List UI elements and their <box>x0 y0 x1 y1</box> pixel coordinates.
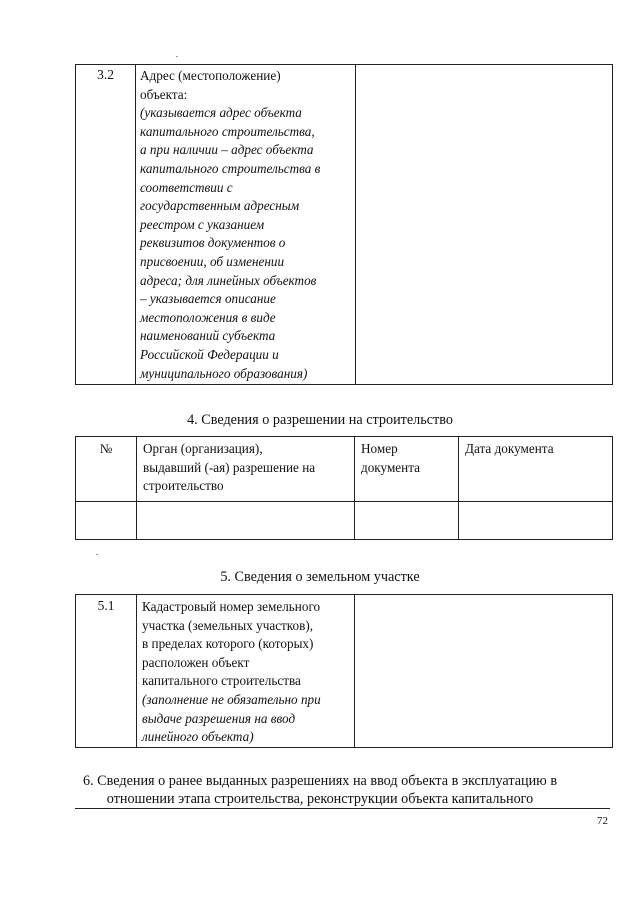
address-note-line: капитального строительства, <box>140 123 315 139</box>
row-number <box>76 595 137 748</box>
table-row <box>76 65 613 385</box>
table-row <box>76 595 613 748</box>
column-header-doc-date <box>459 437 613 502</box>
address-note-line: а при наличии – адрес объекта <box>140 142 314 158</box>
address-note-line: государственным адресным <box>140 198 300 214</box>
column-header-text: Дата документа <box>465 441 554 456</box>
address-note-line: местоположения в виде <box>140 309 276 325</box>
column-header-text: № <box>99 441 113 456</box>
column-header-authority <box>137 437 355 502</box>
column-header-doc-number <box>355 437 459 502</box>
address-note-line: соответствии с <box>140 179 233 195</box>
column-header-number <box>76 437 137 502</box>
address-note-line: (указывается адрес объекта <box>140 105 302 121</box>
section5-heading: 5. Сведения о земельном участке <box>220 569 420 585</box>
column-header-line: документа <box>361 459 420 475</box>
scan-speck <box>176 56 178 57</box>
address-label-line: объекта: <box>140 86 188 102</box>
table-cell[interactable] <box>459 502 613 540</box>
address-note-line: капитального строительства в <box>140 160 321 176</box>
cadastral-label-line: участка (земельных участков), <box>142 617 314 633</box>
address-note-line: наименований субъекта <box>140 328 276 344</box>
column-header-line: строительство <box>143 478 224 494</box>
cadastral-label-line: в пределах которого (которых) <box>142 636 314 652</box>
cadastral-label-line: капитального строительства <box>142 673 301 689</box>
table-header-row <box>76 437 613 502</box>
section6-heading-line: отношении этапа строительства, реконструкции объекта капитального <box>106 791 534 807</box>
cadastral-note-line: (заполнение не обязательно при <box>142 691 321 707</box>
address-note-line: реестром с указанием <box>140 216 265 232</box>
section3-table <box>75 64 613 385</box>
section4-table <box>75 436 613 540</box>
column-header-line: Номер <box>361 441 398 456</box>
address-note-line: адреса; для линейных объектов <box>140 272 317 288</box>
scan-speck <box>96 554 98 555</box>
address-note-line: – указывается описание <box>140 291 276 307</box>
row-label-cell <box>136 65 356 385</box>
address-note-line: реквизитов документов о <box>140 235 286 251</box>
footer-rule <box>75 808 610 809</box>
cadastral-label-line: расположен объект <box>142 654 250 670</box>
address-note-line: присвоении, об изменении <box>140 253 285 269</box>
section6-heading-line: 6. Сведения о ранее выданных разрешениях на ввод объекта в эксплуатацию в <box>82 773 558 789</box>
page-number: 72 <box>597 815 608 827</box>
cadastral-value-cell[interactable] <box>355 595 613 748</box>
row-number <box>76 65 136 385</box>
cadastral-label-line: Кадастровый номер земельного <box>142 599 321 614</box>
cadastral-note-line: линейного объекта) <box>142 729 254 745</box>
address-note-line: Российской Федерации и <box>140 346 279 362</box>
row-label-cell <box>137 595 355 748</box>
column-header-line: выдавший (-ая) разрешение на <box>143 459 316 475</box>
row-number-text: 3.2 <box>97 67 114 82</box>
section4-heading: 4. Сведения о разрешении на строительство <box>187 412 453 428</box>
table-cell[interactable] <box>355 502 459 540</box>
cadastral-note-line: выдаче разрешения на ввод <box>142 710 296 726</box>
row-number-text: 5.1 <box>97 598 115 613</box>
table-row <box>76 502 613 540</box>
table-cell[interactable] <box>76 502 137 540</box>
address-label-line: Адрес (местоположение) <box>140 68 281 83</box>
address-value-cell[interactable] <box>356 65 613 385</box>
section5-table <box>75 594 613 748</box>
column-header-line: Орган (организация), <box>143 441 263 456</box>
table-cell[interactable] <box>137 502 355 540</box>
address-note-line: муниципального образования) <box>140 365 308 381</box>
